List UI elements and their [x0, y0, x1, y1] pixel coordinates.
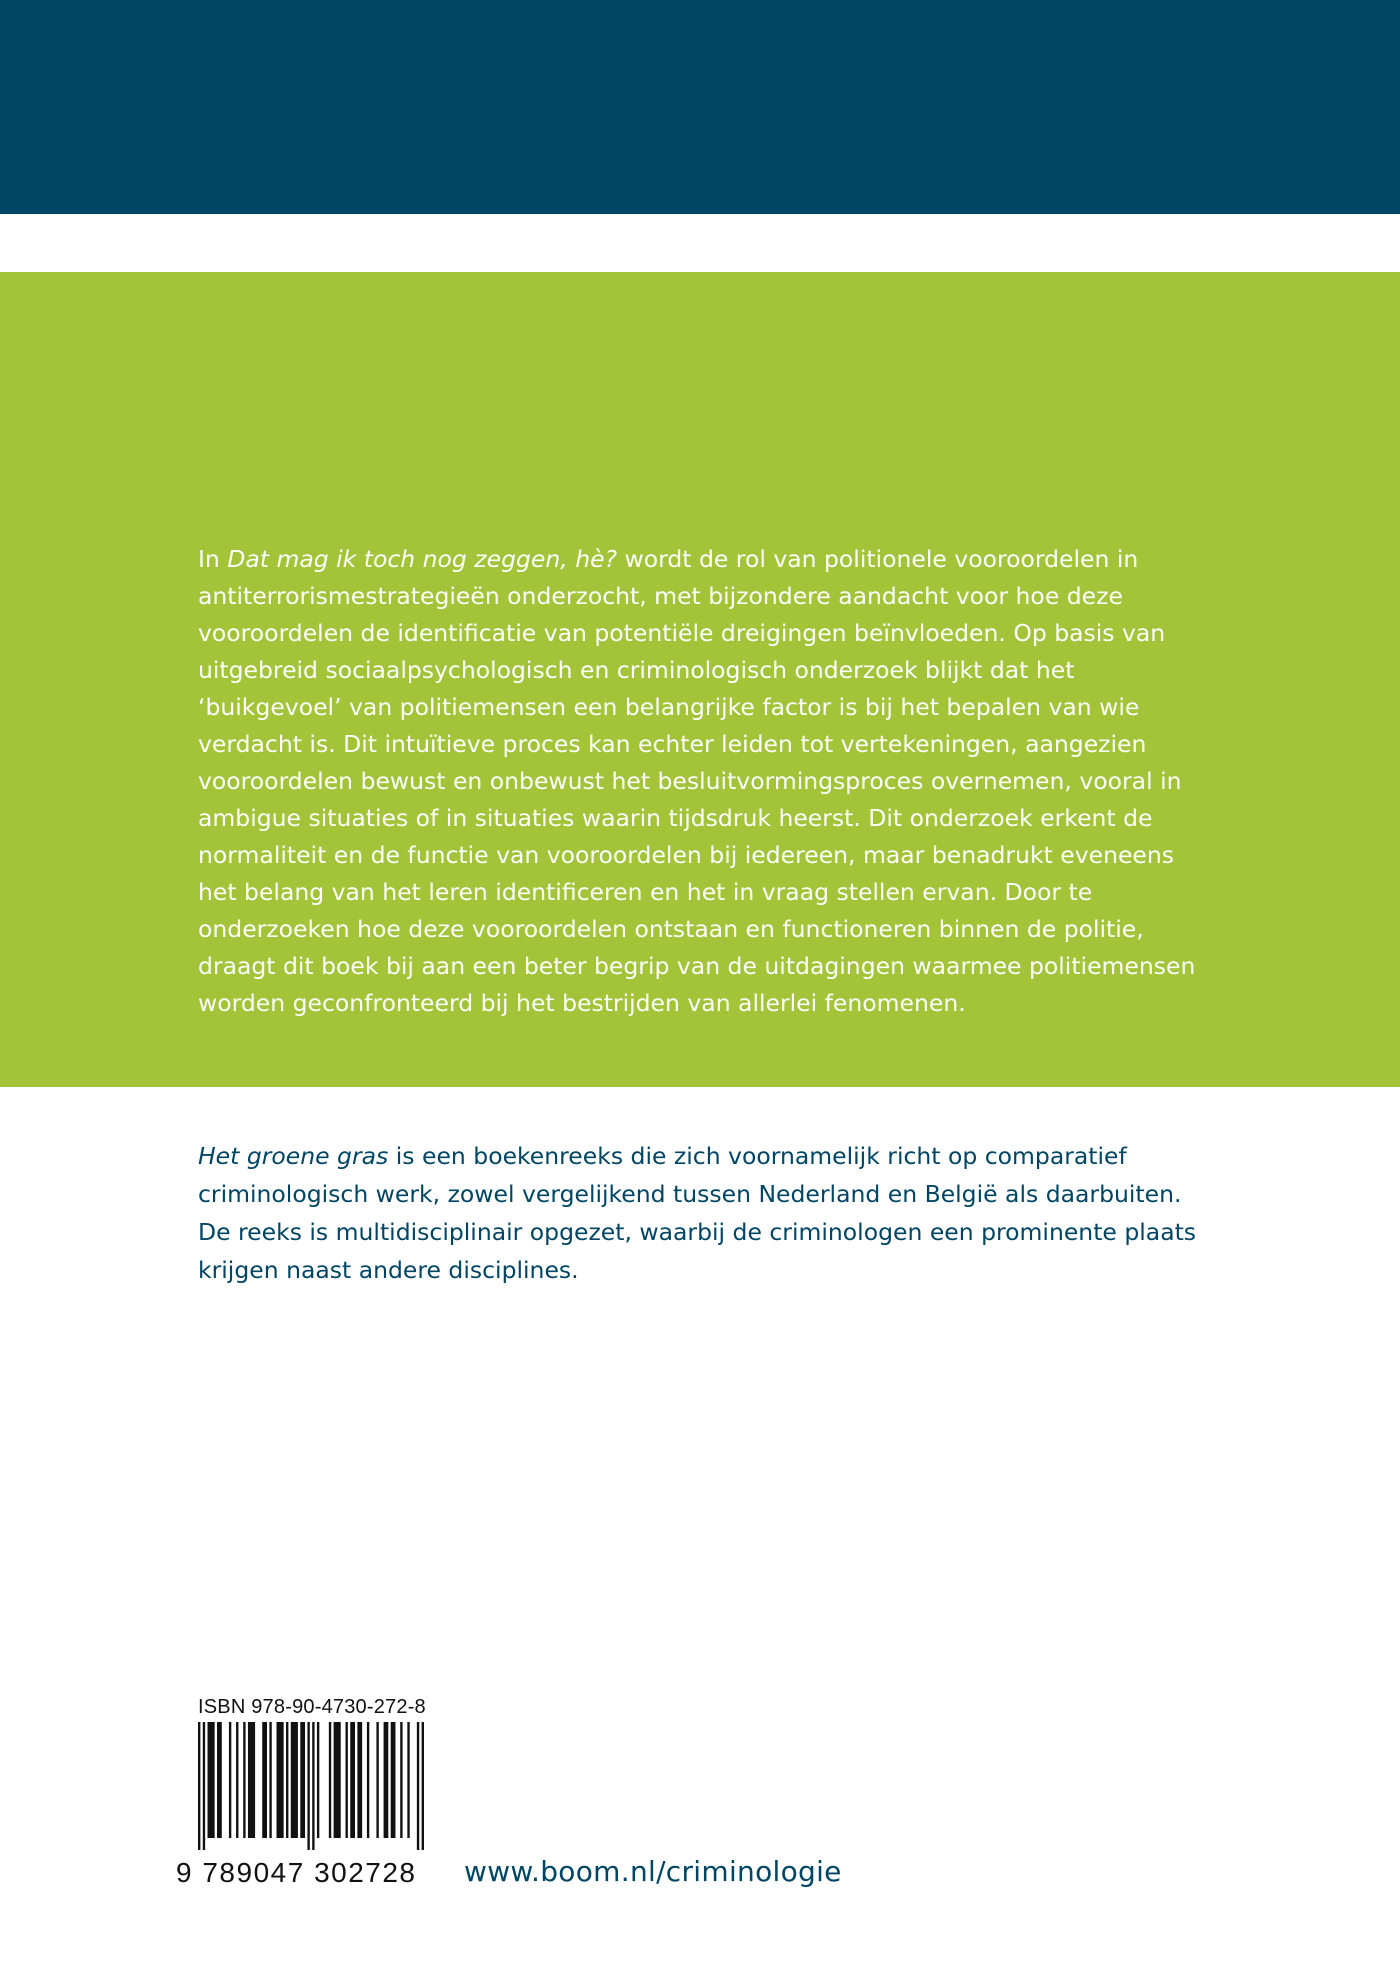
barcode-bar [217, 1722, 222, 1838]
barcode-bar [229, 1722, 231, 1838]
barcode-digits: 9 789047 302728 [176, 1857, 417, 1888]
barcode-bar [300, 1722, 305, 1838]
barcode-bar [317, 1722, 319, 1838]
series-title: Het groene gras [198, 1142, 389, 1170]
barcode-bar [391, 1722, 396, 1838]
series-text: is een boekenreeks die zich voornamelijk richt op comparatief criminologisch werk, zowel vergelijkend tussen Nederland en België als daarbuiten. De reeks is multidisciplinair opgezet, waarbij de criminologen een prominente plaats krijgen naast andere disciplines. [198, 1142, 1197, 1284]
barcode-bar [236, 1722, 238, 1838]
barcode-bar [345, 1722, 347, 1838]
barcode-bar [384, 1722, 389, 1838]
barcode-bar [208, 1722, 215, 1838]
barcode-bar [400, 1722, 402, 1838]
barcode-bar [312, 1722, 314, 1850]
barcode-bar [367, 1722, 369, 1838]
barcode-bar [262, 1722, 267, 1838]
blurb-text: wordt de rol van politionele vooroordelen in antiterrorismestrategieën onderzocht, met bijzondere aandacht voor hoe deze vooroordelen de identificatie van potentiële dreigingen beïnvloeden. Op basis van uitgebreid sociaalpsychologisch en criminologisch onderzoek blijkt dat het ‘buikgevoel’ van politiemensen een belangrijke factor is bij het bepalen van wie verdacht is. Dit intuïtieve proces kan echter leiden tot vertekeningen, aangezien vooroordelen bewust en onbewust het besluitvormingsproces overnemen, vooral in ambigue situaties of in situaties waarin tijdsdruk heerst. Dit onderzoek erkent de normaliteit en de functie van vooroordelen bij iedereen, maar benadrukt eveneens het belang van het leren identificeren en het in vraag stellen ervan. Door te onderzoeken hoe deze vooroordelen ontstaan en functioneren binnen de politie, draagt dit boek bij aan een beter begrip van de uitdagingen waarmee politiemensen worden geconfronteerd bij het bestrijden van allerlei fenomenen. [198, 545, 1196, 1017]
barcode-bar [376, 1722, 378, 1838]
isbn-label: ISBN 978-90-4730-272-8 [198, 1696, 426, 1718]
barcode-bar [350, 1722, 355, 1838]
book-title: Dat mag ik toch nog zeggen, hè? [227, 545, 618, 573]
barcode-bar [307, 1722, 309, 1850]
barcode-bar [422, 1722, 424, 1850]
book-blurb [198, 541, 1208, 1022]
barcode-bar [198, 1722, 200, 1850]
series-description [198, 1137, 1208, 1289]
barcode-bar [334, 1722, 341, 1838]
barcode-bar [277, 1722, 284, 1838]
barcode-bar [357, 1722, 362, 1838]
barcode-bar [291, 1722, 298, 1838]
barcode-bar [248, 1722, 255, 1838]
barcode-bar [286, 1722, 288, 1838]
barcode-bar [269, 1722, 271, 1838]
blurb-intro: In [198, 545, 228, 573]
website-url[interactable]: www.boom.nl/criminologie [464, 1855, 842, 1888]
barcode-bar [407, 1722, 409, 1838]
top-color-band [0, 0, 1400, 214]
barcode-bar [417, 1722, 419, 1850]
barcode [198, 1722, 424, 1850]
barcode-bar [203, 1722, 205, 1850]
barcode-bar [243, 1722, 245, 1838]
barcode-bar [329, 1722, 331, 1838]
